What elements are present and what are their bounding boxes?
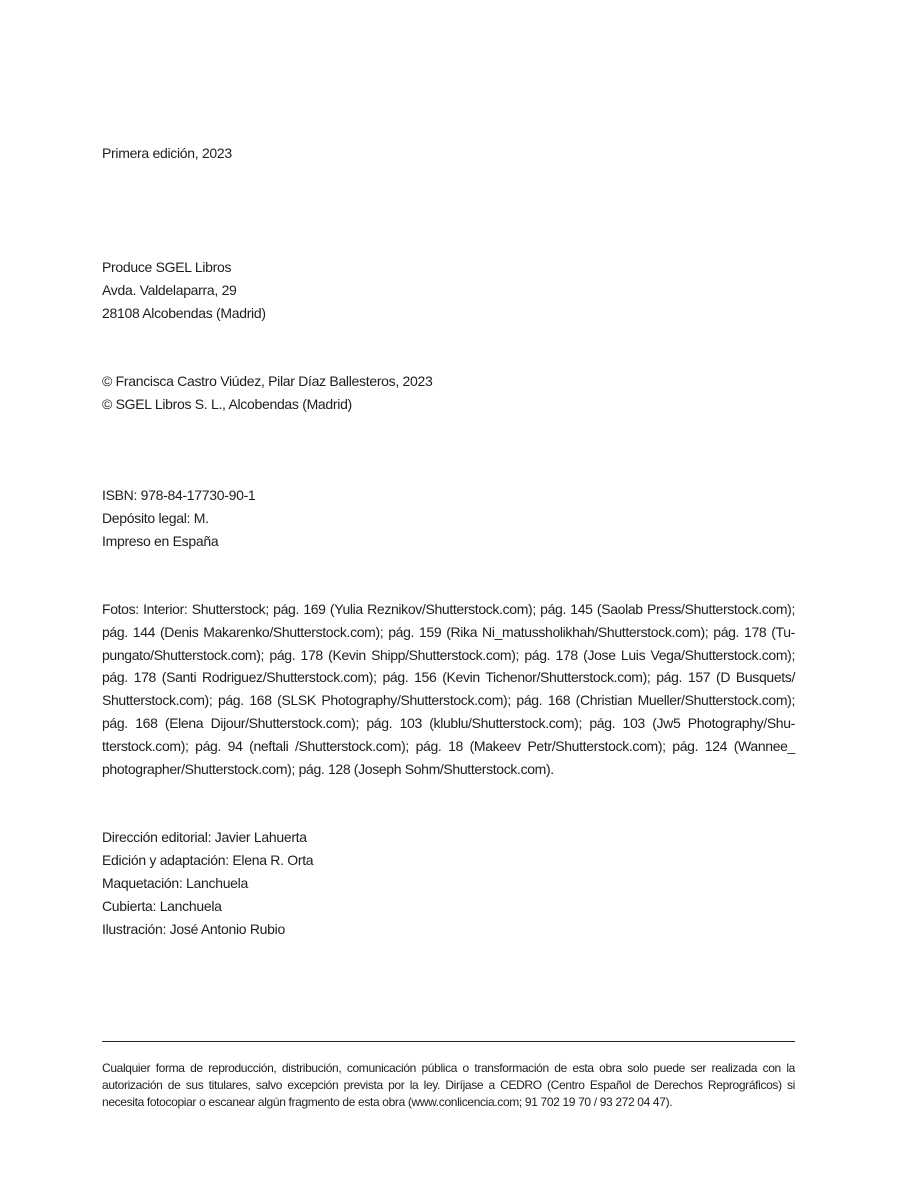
publisher-city: 28108 Alcobendas (Madrid) [102,305,266,321]
registration-block [102,484,795,553]
deposito-legal: Depósito legal: M. [102,510,209,526]
printed-in: Impreso en España [102,533,219,549]
divider-line [102,1041,795,1042]
copyright-block [102,370,795,416]
edition-block [102,142,795,165]
photo-credits: Fotos: Interior: Shutterstock; pág. 169 (Yulia Reznikov/Shutterstock.com); pág. 145 (Saolab Press/Shutterstock.com); pág. 144 (Denis Makarenko/Shutterstock.com); pág. 159 (Rika Ni_matussholikhah/Shutterstock.com); pág. 178 (Tu-pungato/Shutterstock.com); pág. 178 (Kevin Shipp/Shutterstock.com); pág. 178 (Jose Luis Vega/Shutterstock.com); pág. 178 (Santi Rodriguez/Shutterstock.com); pág. 156 (Kevin Tichenor/Shutterstock.com); pág. 157 (D Busquets/ Shutterstock.com); pág. 168 (SLSK Photography/Shutterstock.com); pág. 168 (Christian Mueller/Shutterstock.com); pág. 168 (Elena Dijour/Shutterstock.com); pág. 103 (klublu/Shutterstock.com); pág. 103 (Jw5 Photography/Shu-tterstock.com); pág. 94 (neftali /Shutterstock.com); pág. 18 (Makeev Petr/Shutterstock.com); pág. 124 (Wannee_ photographer/Shutterstock.com); pág. 128 (Joseph Sohm/Shutterstock.com). [102,601,795,777]
credit-edicion: Edición y adaptación: Elena R. Orta [102,852,314,868]
publisher-street: Avda. Valdelaparra, 29 [102,282,237,298]
edition-text: Primera edición, 2023 [102,145,232,161]
staff-credits-block [102,826,795,941]
publisher-name: Produce SGEL Libros [102,259,232,275]
credit-direccion: Dirección editorial: Javier Lahuerta [102,829,307,845]
legal-notice: Cualquier forma de reproducción, distribución, comunicación pública o transformación de esta obra solo puede ser realizada con la autorización de sus titulares, salvo excepción prevista por la ley. Diríjase a CEDRO (Centro Español de Derechos Reprográficos) si necesita fotocopiar o escanear algún fragmento de esta obra (www.conlicencia.com; 91 702 19 70 / 93 272 04 47). [102,1061,795,1109]
credit-cubierta: Cubierta: Lanchuela [102,898,222,914]
copyright-authors: © Francisca Castro Viúdez, Pilar Díaz Ballesteros, 2023 [102,373,433,389]
isbn: ISBN: 978-84-17730-90-1 [102,487,256,503]
credit-maquetacion: Maquetación: Lanchuela [102,875,248,891]
copyright-publisher: © SGEL Libros S. L., Alcobendas (Madrid) [102,396,352,412]
publisher-block [102,256,795,325]
credit-ilustracion: Ilustración: José Antonio Rubio [102,921,285,937]
